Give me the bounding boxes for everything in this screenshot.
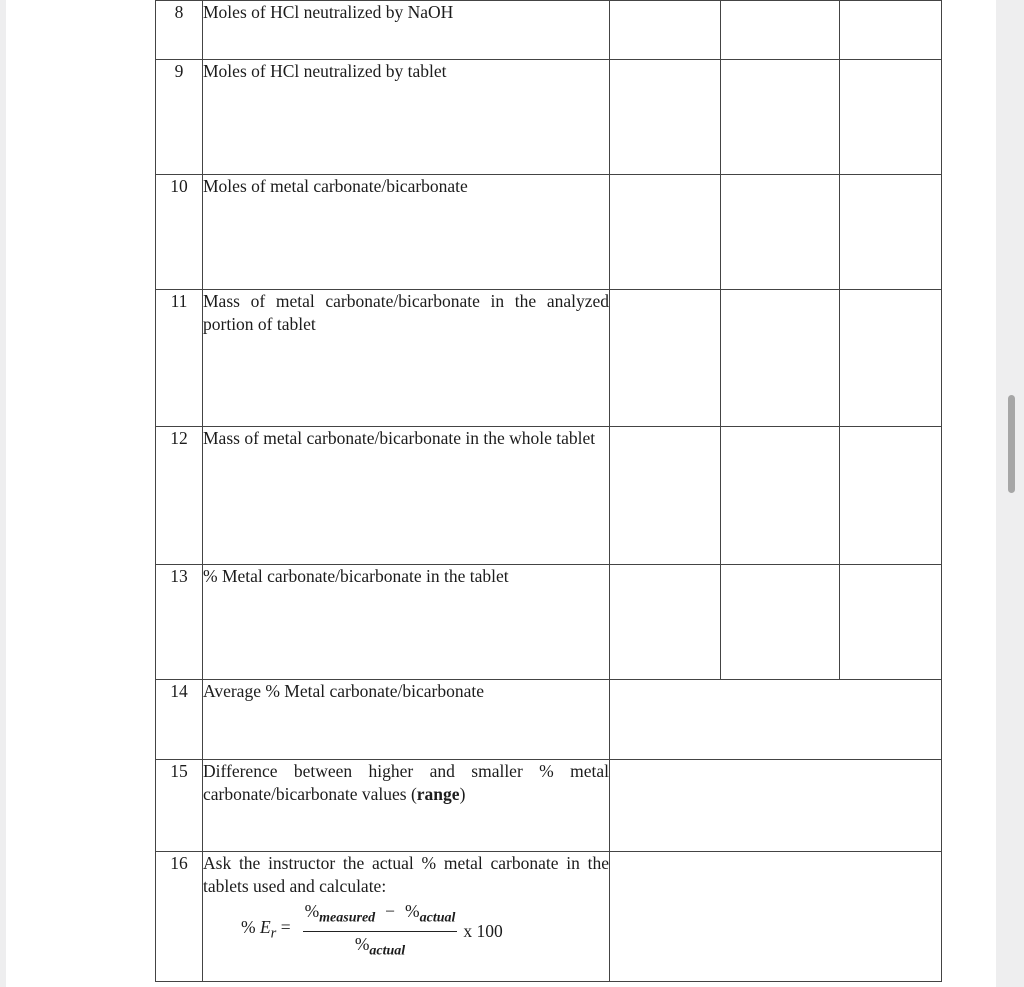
table-row bbox=[156, 852, 942, 982]
answer-cell[interactable] bbox=[840, 427, 942, 565]
answer-cell[interactable] bbox=[610, 290, 721, 427]
answer-cell[interactable] bbox=[721, 565, 840, 680]
answer-cell[interactable] bbox=[840, 60, 942, 175]
table-row bbox=[156, 760, 942, 852]
row-number: 11 bbox=[156, 290, 203, 427]
answer-cell[interactable] bbox=[610, 427, 721, 565]
row-description: Moles of metal carbonate/bicarbonate bbox=[203, 175, 610, 290]
row-number: 9 bbox=[156, 60, 203, 175]
answer-cell[interactable] bbox=[721, 427, 840, 565]
vertical-scrollbar[interactable] bbox=[1008, 395, 1015, 493]
row-description bbox=[203, 852, 610, 982]
row-description: Average % Metal carbonate/bicarbonate bbox=[203, 680, 610, 760]
table-row bbox=[156, 290, 942, 427]
row-description: % Metal carbonate/bicarbonate in the tablet bbox=[203, 565, 610, 680]
table-row bbox=[156, 427, 942, 565]
answer-cell[interactable] bbox=[610, 852, 942, 982]
table-row bbox=[156, 565, 942, 680]
row-description: Moles of HCl neutralized by NaOH bbox=[203, 1, 610, 60]
range-keyword: range bbox=[416, 784, 460, 804]
row-description: Mass of metal carbonate/bicarbonate in the analyzed portion of tablet bbox=[203, 290, 610, 427]
answer-cell[interactable] bbox=[721, 175, 840, 290]
answer-cell[interactable] bbox=[610, 760, 942, 852]
formula-denominator: $\%_{actual}$ bbox=[354, 933, 406, 958]
table-row bbox=[156, 175, 942, 290]
table-row bbox=[156, 60, 942, 175]
row-number: 14 bbox=[156, 680, 203, 760]
answer-cell[interactable] bbox=[610, 175, 721, 290]
row-description: Moles of HCl neutralized by tablet bbox=[203, 60, 610, 175]
row-description-text: Ask the instructor the actual % metal carbonate in the tablets used and calculate: bbox=[203, 853, 609, 896]
formula-lhs: % $E_r$ = bbox=[241, 917, 291, 942]
row-description-tail: ) bbox=[459, 784, 466, 804]
document-page bbox=[6, 0, 996, 987]
row-description: Mass of metal carbonate/bicarbonate in the whole tablet bbox=[203, 427, 610, 565]
answer-cell[interactable] bbox=[610, 680, 942, 760]
answer-cell[interactable] bbox=[721, 290, 840, 427]
data-table bbox=[155, 0, 942, 982]
formula-multiplier: x 100 bbox=[463, 920, 503, 941]
answer-cell[interactable] bbox=[721, 1, 840, 60]
answer-cell[interactable] bbox=[840, 290, 942, 427]
formula-numerator: $\%_{measured} - \%_{actual}$ bbox=[303, 900, 458, 932]
answer-cell[interactable] bbox=[610, 60, 721, 175]
row-number: 15 bbox=[156, 760, 203, 852]
answer-cell[interactable] bbox=[721, 60, 840, 175]
answer-cell[interactable] bbox=[610, 565, 721, 680]
answer-cell[interactable] bbox=[610, 1, 721, 60]
table-row bbox=[156, 680, 942, 760]
answer-cell[interactable] bbox=[840, 1, 942, 60]
table-row bbox=[156, 1, 942, 60]
answer-cell[interactable] bbox=[840, 565, 942, 680]
answer-cell[interactable] bbox=[840, 175, 942, 290]
row-number: 16 bbox=[156, 852, 203, 982]
row-description-text: Difference between higher and smaller % metal carbonate/bicarbonate values ( bbox=[203, 761, 609, 804]
row-description bbox=[203, 760, 610, 852]
row-number: 10 bbox=[156, 175, 203, 290]
percent-error-formula bbox=[241, 900, 609, 962]
row-number: 12 bbox=[156, 427, 203, 565]
formula-fraction bbox=[303, 900, 458, 962]
row-number: 13 bbox=[156, 565, 203, 680]
row-number: 8 bbox=[156, 1, 203, 60]
